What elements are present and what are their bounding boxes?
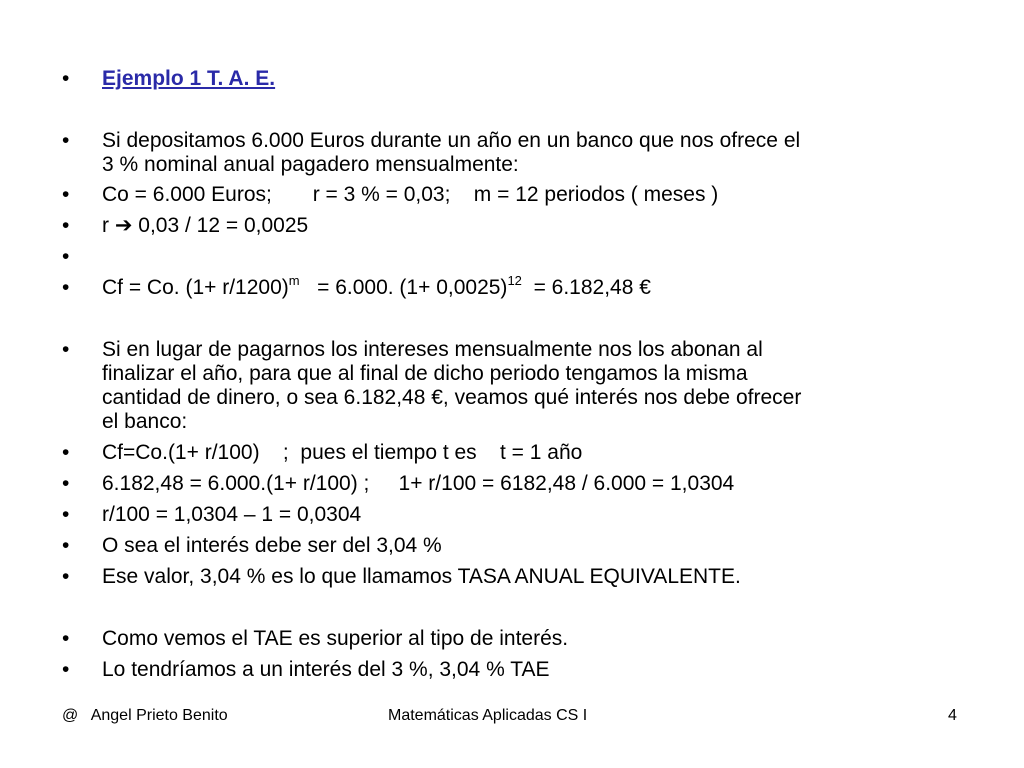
bullet-text: 3 % nominal anual pagadero mensualmente:: [102, 153, 519, 176]
bullet: •: [62, 67, 70, 90]
bullet: •: [62, 472, 70, 495]
bullet: •: [62, 214, 70, 237]
bullet: •: [62, 129, 70, 152]
formula: [102, 275, 651, 300]
bullet: •: [62, 441, 70, 464]
footer-course: Matemáticas Aplicadas CS I: [388, 707, 588, 724]
bullet: •: [62, 534, 70, 557]
bullet-text: Como vemos el TAE es superior al tipo de interés.: [102, 627, 569, 650]
bullet-text: el banco:: [102, 410, 188, 433]
slide-title[interactable]: Ejemplo 1 T. A. E.: [102, 67, 276, 90]
formula-part: = 6.182,48 €: [521, 276, 651, 299]
formula-part: Cf = Co. (1+ r/1200): [102, 276, 289, 299]
bullet: •: [62, 245, 70, 268]
footer-author: @ Angel Prieto Benito: [62, 707, 228, 724]
bullet-text: Lo tendríamos a un interés del 3 %, 3,04 % TAE: [102, 658, 550, 681]
bullet-text: Cf=Co.(1+ r/100) ; pues el tiempo t es t = 1 año: [102, 441, 583, 464]
bullet-text: Si en lugar de pagarnos los intereses mensualmente nos los abonan al: [102, 338, 763, 361]
bullet-text: [102, 213, 308, 238]
bullet: •: [62, 503, 70, 526]
rate-calc: 0,03 / 12 = 0,0025: [138, 214, 309, 237]
bullet: •: [62, 338, 70, 361]
exponent-m: m: [288, 273, 300, 288]
bullet-text: 6.182,48 = 6.000.(1+ r/100) ; 1+ r/100 = 6182,48 / 6.000 = 1,0304: [102, 472, 735, 495]
bullet-text: r/100 = 1,0304 – 1 = 0,0304: [102, 503, 362, 526]
variable-r: r: [102, 214, 109, 237]
bullet-text: cantidad de dinero, o sea 6.182,48 €, veamos qué interés nos debe ofrecer: [102, 386, 802, 409]
bullet: •: [62, 627, 70, 650]
bullet: •: [62, 183, 70, 206]
exponent-12: 12: [507, 273, 522, 288]
formula-part: = 6.000. (1+ 0,0025): [299, 276, 508, 299]
bullet-text: Co = 6.000 Euros; r = 3 % = 0,03; m = 12 periodos ( meses ): [102, 183, 719, 206]
bullet: •: [62, 276, 70, 299]
bullet: •: [62, 658, 70, 681]
bullet: •: [62, 565, 70, 588]
bullet-text: finalizar el año, para que al final de dicho periodo tengamos la misma: [102, 362, 748, 385]
bullet-text: O sea el interés debe ser del 3,04 %: [102, 534, 442, 557]
footer-page-number: 4: [948, 707, 957, 724]
arrow-right-icon: ➔: [114, 214, 133, 237]
bullet-text: Ese valor, 3,04 % es lo que llamamos TASA ANUAL EQUIVALENTE.: [102, 565, 741, 588]
bullet-text: Si depositamos 6.000 Euros durante un año en un banco que nos ofrece el: [102, 129, 801, 152]
